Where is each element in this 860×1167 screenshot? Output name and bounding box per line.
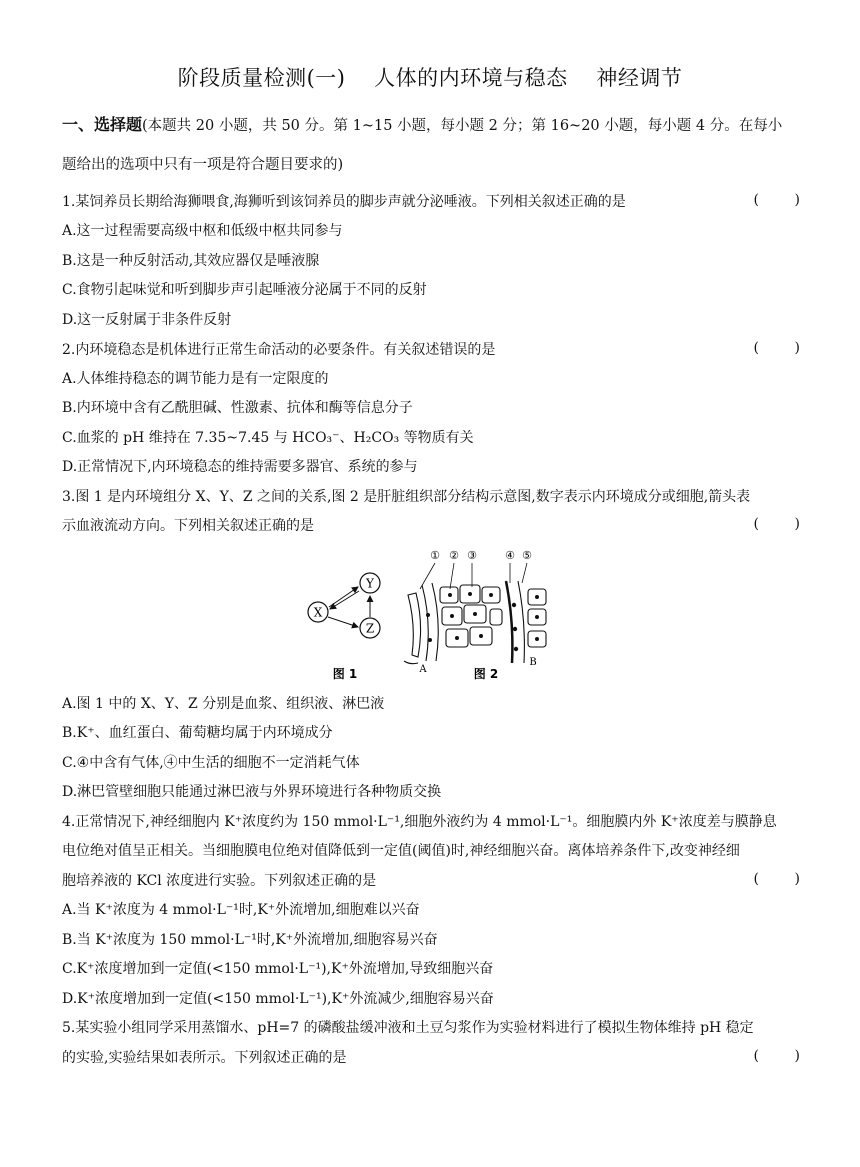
question-1-stem: 1.某饲养员长期给海狮喂食,海狮听到该饲养员的脚步声就分泌唾液。下列相关叙述正确的是: [62, 194, 626, 210]
question-5-answer-blank: ( ): [753, 1048, 800, 1064]
question-5-stem-line-2: 的实验,实验结果如表所示。下列叙述正确的是: [62, 1050, 347, 1066]
question-4-option-c: C.K⁺浓度增加到一定值(<150 mmol·L⁻¹),K⁺外流增加,导致细胞兴奋: [62, 961, 494, 977]
node-z-label: Z: [365, 621, 375, 636]
question-3-stem-line-2: 示血液流动方向。下列相关叙述正确的是: [62, 518, 314, 534]
question-4-answer-blank: ( ): [753, 871, 800, 887]
node-x-label: X: [313, 605, 323, 620]
fig2-label-4: ④: [505, 549, 515, 562]
question-4-stem-line-2: 电位绝对值呈正相关。当细胞膜电位绝对值降低到一定值(阈值)时,神经细胞兴奋。离体培养条件下,改变神经细: [62, 843, 740, 859]
question-3-option-a: A.图 1 中的 X、Y、Z 分别是血浆、组织液、淋巴液: [62, 696, 385, 712]
question-1-option-d: D.这一反射属于非条件反射: [62, 312, 232, 328]
question-3-answer-blank: ( ): [753, 516, 800, 532]
figure-1-diagram: [308, 573, 380, 681]
question-2-stem: 2.内环境稳态是机体进行正常生命活动的必要条件。有关叙述错误的是: [62, 342, 496, 358]
question-3-option-b: B.K⁺、血红蛋白、葡萄糖均属于内环境成分: [62, 725, 333, 741]
question-4-option-d: D.K⁺浓度增加到一定值(<150 mmol·L⁻¹),K⁺外流减少,细胞容易兴奋: [62, 991, 494, 1007]
section-header: [62, 112, 807, 135]
fig2-end-b: B: [529, 657, 537, 668]
question-1-option-b: B.这是一种反射活动,其效应器仅是唾液腺: [62, 253, 320, 269]
question-1-option-a: A.这一过程需要高级中枢和低级中枢共同参与: [62, 223, 343, 239]
section-note-continued: 题给出的选项中只有一项是符合题目要求的): [62, 157, 344, 173]
section-label: 一、选择题: [62, 115, 143, 134]
question-2-option-c: C.血浆的 pH 维持在 7.35~7.45 与 HCO₃⁻、H₂CO₃ 等物质有关: [62, 430, 474, 446]
question-4-option-b: B.当 K⁺浓度为 150 mmol·L⁻¹时,K⁺外流增加,细胞容易兴奋: [62, 932, 438, 948]
arrow-y-to-x: [330, 591, 359, 609]
question-3-stem-line-1: 3.图 1 是内环境组分 X、Y、Z 之间的关系,图 2 是肝脏组织部分结构示意图,数字表示内环境成分或细胞,箭头表: [62, 489, 751, 505]
question-5-stem-line-1: 5.某实验小组同学采用蒸馏水、pH=7 的磷酸盐缓冲液和土豆匀浆作为实验材料进行了模拟生物体维持 pH 稳定: [62, 1020, 754, 1036]
fig2-label-5: ⑤: [522, 549, 532, 562]
question-2-option-d: D.正常情况下,内环境稳态的维持需要多器官、系统的参与: [62, 459, 418, 475]
question-3-figures: [300, 545, 560, 685]
arrow-x-to-z: [328, 617, 358, 627]
figure-2-diagram: [400, 549, 552, 681]
figure-1-caption: 图 1: [332, 667, 358, 681]
fig2-label-3: ③: [467, 549, 477, 562]
arrow-x-to-y: [329, 587, 358, 607]
fig2-label-2: ②: [449, 549, 459, 562]
question-3-option-d: D.淋巴管壁细胞只能通过淋巴液与外界环境进行各种物质交换: [62, 784, 442, 800]
fig2-end-a: A: [419, 664, 427, 675]
page-title: 阶段质量检测(一) 人体的内环境与稳态 神经调节: [177, 66, 683, 90]
question-1-answer-blank: ( ): [753, 192, 800, 208]
question-4-stem-line-3: 胞培养液的 KCl 浓度进行实验。下列叙述正确的是: [62, 873, 377, 889]
question-4-stem-line-1: 4.正常情况下,神经细胞内 K⁺浓度约为 150 mmol·L⁻¹,细胞外液约为 4 mmol·L⁻¹。细胞膜内外 K⁺浓度差与膜静息: [62, 814, 777, 830]
question-2-answer-blank: ( ): [753, 340, 800, 356]
question-4-option-a: A.当 K⁺浓度为 4 mmol·L⁻¹时,K⁺外流增加,细胞难以兴奋: [62, 902, 420, 918]
fig2-label-1: ①: [430, 549, 440, 562]
question-3-option-c: C.④中含有气体,④中生活的细胞不一定消耗气体: [62, 755, 360, 771]
section-note: (本题共 20 小题，共 50 分。第 1~15 小题，每小题 2 分；第 16~20 小题，每小题 4 分。在每小: [142, 118, 783, 134]
node-y-label: Y: [366, 576, 374, 591]
question-2-option-b: B.内环境中含有乙酰胆碱、性激素、抗体和酶等信息分子: [62, 400, 413, 416]
question-1-option-c: C.食物引起味觉和听到脚步声引起唾液分泌属于不同的反射: [62, 282, 427, 298]
figure-2-caption: 图 2: [473, 667, 499, 681]
question-2-option-a: A.人体维持稳态的调节能力是有一定限度的: [62, 371, 329, 387]
